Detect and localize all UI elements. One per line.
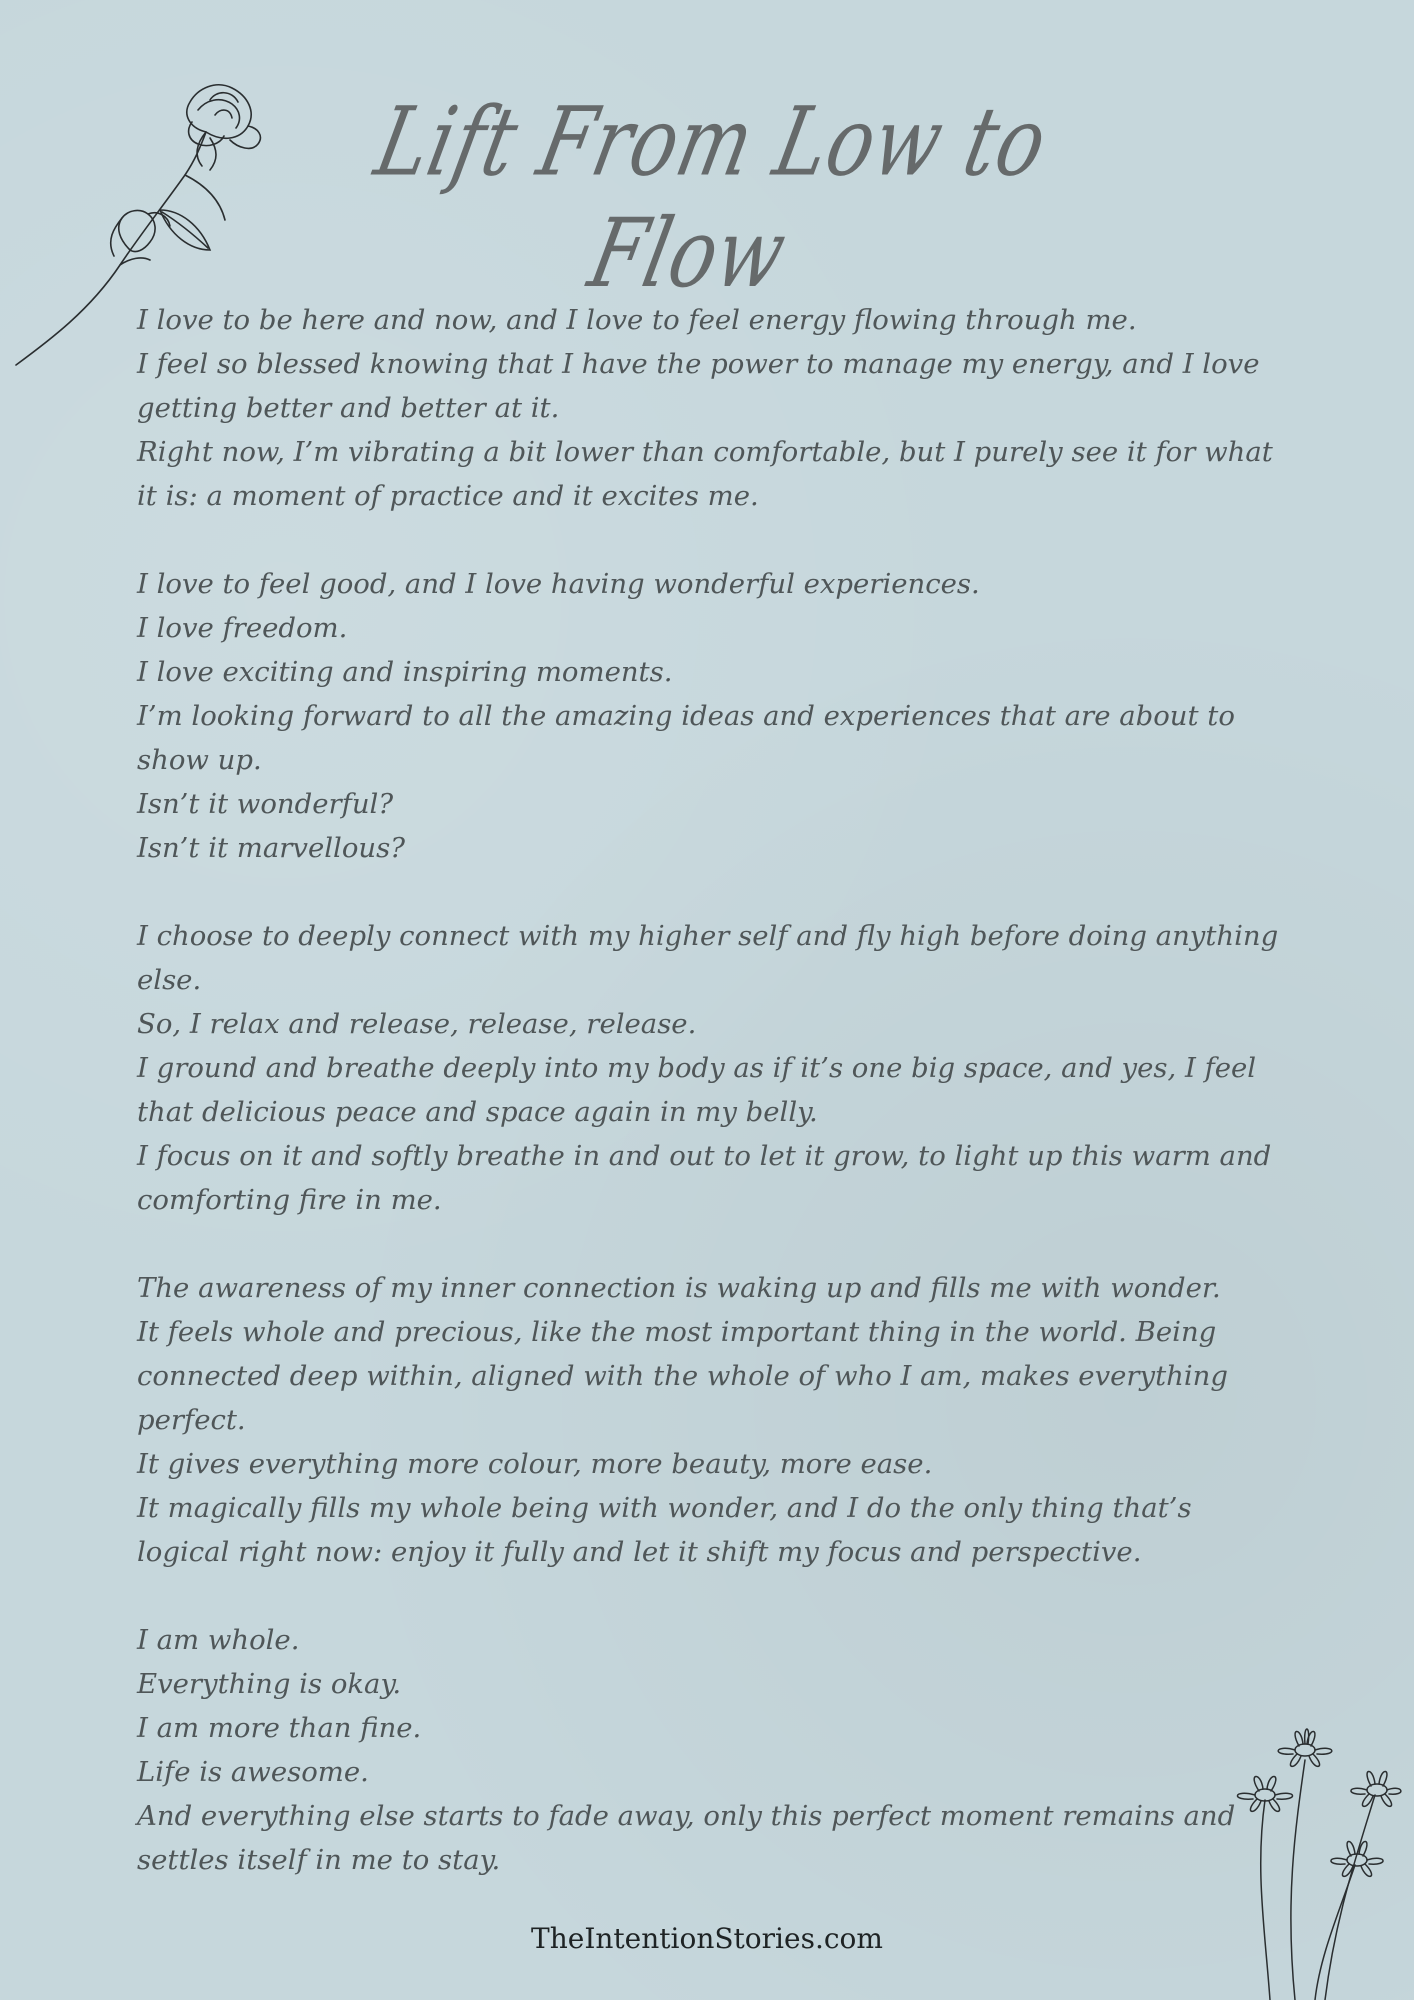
text-line: I feel so blessed knowing that I have the power to manage my energy, and I love getting better and better at it. [137, 348, 1260, 424]
text-line: I love exciting and inspiring moments. [137, 656, 673, 688]
paragraph [137, 562, 1287, 870]
text-line: And everything else starts to fade away, only this perfect moment remains and settles itself in me to stay. [137, 1800, 1236, 1876]
text-line: It gives everything more colour, more beauty, more ease. [137, 1448, 933, 1480]
footer-website: TheIntentionStories.com [531, 1922, 883, 1955]
text-line: Everything is okay. [137, 1668, 402, 1700]
text-line: I love to feel good, and I love having wonderful experiences. [137, 568, 980, 600]
paragraph [137, 1266, 1287, 1574]
affirmation-body [137, 298, 1287, 1926]
text-line: I am whole. [137, 1624, 300, 1656]
text-line: Isn’t it marvellous? [137, 832, 405, 864]
text-line: I am more than fine. [137, 1712, 422, 1744]
text-line: I focus on it and softly breathe in and out to let it grow, to light up this warm and comforting fire in me. [137, 1140, 1272, 1216]
text-line: I ground and breathe deeply into my body as if it’s one big space, and yes, I feel that delicious peace and space again in my belly. [137, 1052, 1257, 1128]
title-text: Lift From Low to Flow [366, 85, 1057, 309]
text-line: It magically fills my whole being with wonder, and I do the only thing that’s logical right now: enjoy it fully and let it shift my focus and perspective. [137, 1492, 1192, 1568]
text-line: I’m looking forward to all the amazing ideas and experiences that are about to show up. [137, 700, 1235, 776]
paragraph [137, 914, 1287, 1222]
page-title [300, 70, 1100, 309]
text-line: Isn’t it wonderful? [137, 788, 394, 820]
text-line: It feels whole and precious, like the most important thing in the world. Being connected deep within, aligned with the whole of who I am, makes everything perfect. [137, 1316, 1228, 1436]
text-line: Life is awesome. [137, 1756, 369, 1788]
text-line: I love to be here and now, and I love to feel energy flowing through me. [137, 304, 1137, 336]
text-line: The awareness of my inner connection is waking up and fills me with wonder. [137, 1272, 1221, 1304]
daisies-illustration-icon [1225, 1710, 1414, 2000]
text-line: Right now, I’m vibrating a bit lower than comfortable, but I purely see it for what it is: a moment of practice and it excites me. [137, 436, 1273, 512]
paragraph [137, 298, 1287, 518]
paragraph [137, 1618, 1287, 1882]
text-line: So, I relax and release, release, release. [137, 1008, 697, 1040]
text-line: I choose to deeply connect with my higher self and fly high before doing anything else. [137, 920, 1279, 996]
text-line: I love freedom. [137, 612, 348, 644]
